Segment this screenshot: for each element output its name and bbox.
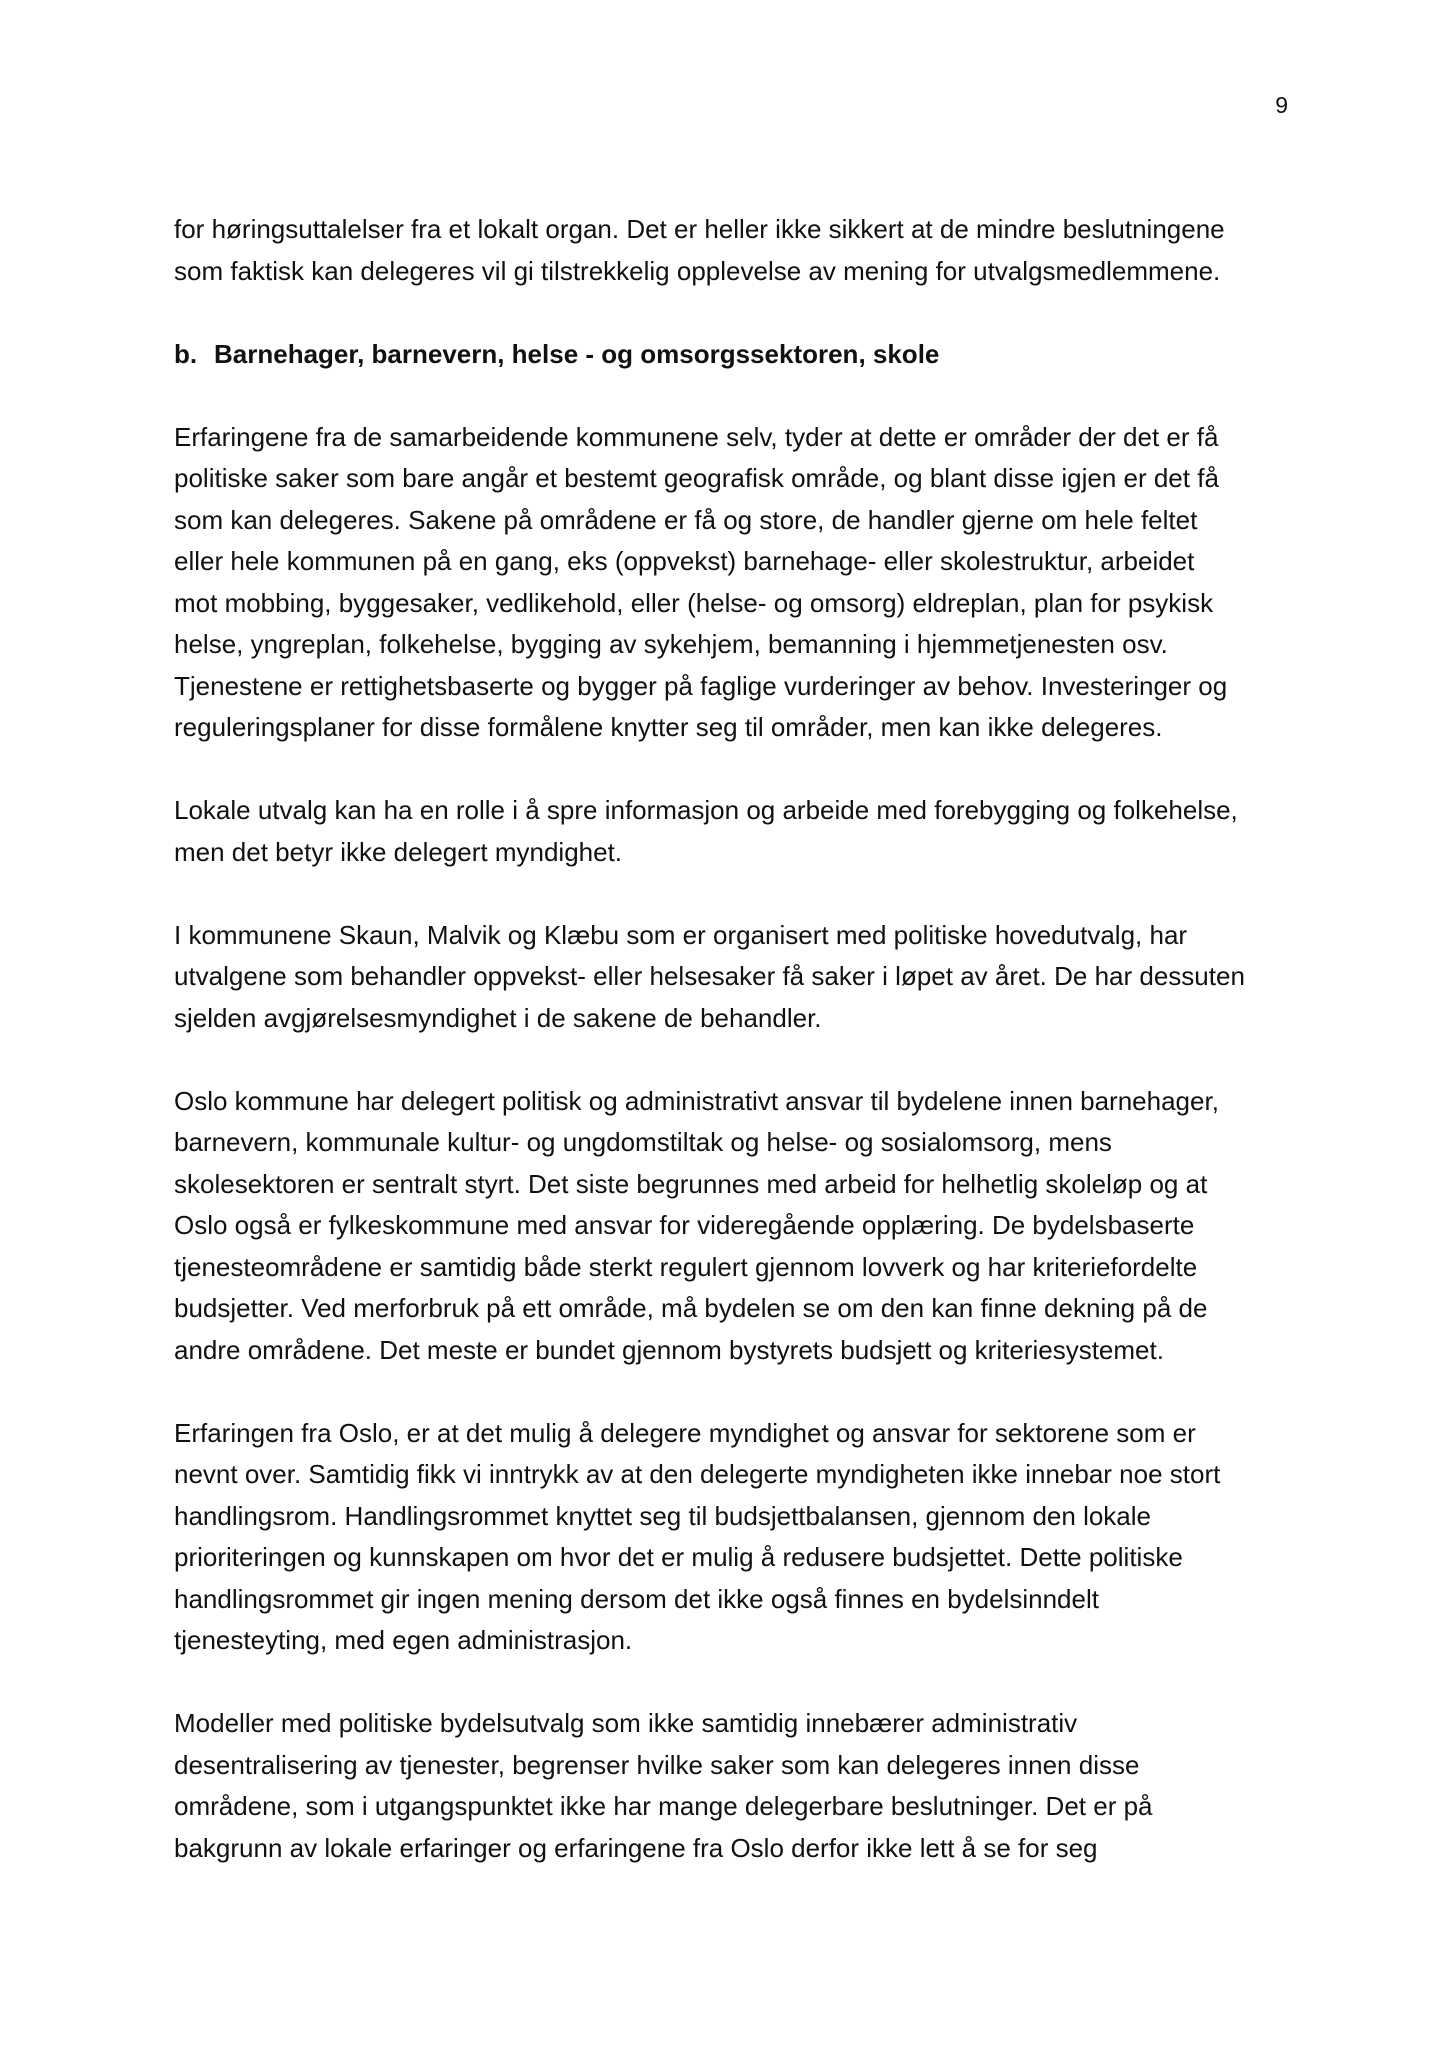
text-line: for høringsuttalelser fra et lokalt organ. Det er heller ikke sikkert at de mindre beslutningene	[174, 214, 1225, 244]
text-line: handlingsrom. Handlingsrommet knyttet seg til budsjettbalansen, gjennom den lokale	[174, 1500, 1152, 1531]
text-line: Modeller med politiske bydelsutvalg som ikke samtidig innebærer administrativ	[174, 1708, 1078, 1738]
paragraph	[174, 915, 1292, 1040]
text-line: som kan delegeres. Sakene på områdene er få og store, de handler gjerne om hele feltet	[174, 504, 1198, 535]
paragraph	[174, 790, 1292, 873]
text-line: tjenesteområdene er samtidig både sterkt regulert gjennom lovverk og har kriteriefordelte	[174, 1251, 1198, 1282]
text-line: eller hele kommunen på en gang, eks (oppvekst) barnehage- eller skolestruktur, arbeidet	[174, 546, 1195, 576]
paragraph	[174, 417, 1292, 749]
text-line: budsjetter. Ved merforbruk på ett område, må bydelen se om den kan finne dekning på de	[174, 1293, 1208, 1323]
paragraph	[174, 1081, 1292, 1372]
text-line: helse, yngreplan, folkehelse, bygging av sykehjem, bemanning i hjemmetjenesten osv.	[174, 629, 1168, 659]
text-line: Erfaringen fra Oslo, er at det mulig å delegere myndighet og ansvar for sektorene som er	[174, 1417, 1196, 1448]
text-line: som faktisk kan delegeres vil gi tilstrekkelig opplevelse av mening for utvalgsmedlemmene.	[174, 255, 1221, 286]
text-line: nevnt over. Samtidig fikk vi inntrykk av at den delegerte myndigheten ikke innebar noe stort	[174, 1459, 1221, 1489]
page-content	[174, 209, 1292, 1911]
text-line: I kommunene Skaun, Malvik og Klæbu som er organisert med politiske hovedutvalg, har	[174, 919, 1188, 950]
text-line: reguleringsplaner for disse formålene knytter seg til områder, men kan ikke delegeres.	[174, 712, 1163, 742]
paragraph	[174, 1703, 1292, 1869]
text-line: men det betyr ikke delegert myndighet.	[174, 836, 623, 867]
text-line: desentralisering av tjenester, begrenser hvilke saker som kan delegeres innen disse	[174, 1749, 1140, 1780]
text-line: områdene, som i utgangspunktet ikke har mange delegerbare beslutninger. Det er på	[174, 1791, 1153, 1821]
text-line: utvalgene som behandler oppvekst- eller helsesaker få saker i løpet av året. De har dessuten	[174, 961, 1245, 991]
text-line: Oslo også er fylkeskommune med ansvar for videregående opplæring. De bydelsbaserte	[174, 1210, 1195, 1240]
text-line: politiske saker som bare angår et bestemt geografisk område, og blant disse igjen er det få	[174, 463, 1219, 493]
paragraph	[174, 1413, 1292, 1662]
text-line: andre områdene. Det meste er bundet gjennom bystyrets budsjett og kriteriesystemet.	[174, 1334, 1164, 1365]
section-heading	[174, 334, 1292, 376]
section-number: b.	[174, 338, 198, 369]
text-line: bakgrunn av lokale erfaringer og erfaringene fra Oslo derfor ikke lett å se for seg	[174, 1832, 1098, 1863]
text-line: sjelden avgjørelsesmyndighet i de sakene de behandler.	[174, 1002, 822, 1033]
text-line: Tjenestene er rettighetsbaserte og bygger på faglige vurderinger av behov. Investeringer og	[174, 670, 1228, 701]
continuation-paragraph	[174, 209, 1292, 292]
text-line: handlingsrommet gir ingen mening dersom det ikke også finnes en bydelsinndelt	[174, 1583, 1099, 1614]
text-line: barnevern, kommunale kultur- og ungdomstiltak og helse- og sosialomsorg, mens	[174, 1127, 1112, 1157]
section-title: Barnehager, barnevern, helse - og omsorgssektoren, skole	[214, 338, 940, 369]
page-number: 9	[1275, 92, 1288, 118]
text-line: Oslo kommune har delegert politisk og administrativt ansvar til bydelene innen barnehager,	[174, 1085, 1219, 1116]
text-line: prioriteringen og kunnskapen om hvor det er mulig å redusere budsjettet. Dette politiske	[174, 1542, 1183, 1572]
text-line: skolesektoren er sentralt styrt. Det siste begrunnes med arbeid for helhetlig skoleløp og at	[174, 1168, 1208, 1199]
text-line: Erfaringene fra de samarbeidende kommunene selv, tyder at dette er områder der det er få	[174, 421, 1219, 452]
text-line: tjenesteyting, med egen administrasjon.	[174, 1625, 633, 1655]
text-line: Lokale utvalg kan ha en rolle i å spre informasjon og arbeide med forebygging og folkehelse,	[174, 795, 1238, 825]
text-line: mot mobbing, byggesaker, vedlikehold, eller (helse- og omsorg) eldreplan, plan for psykisk	[174, 587, 1214, 618]
